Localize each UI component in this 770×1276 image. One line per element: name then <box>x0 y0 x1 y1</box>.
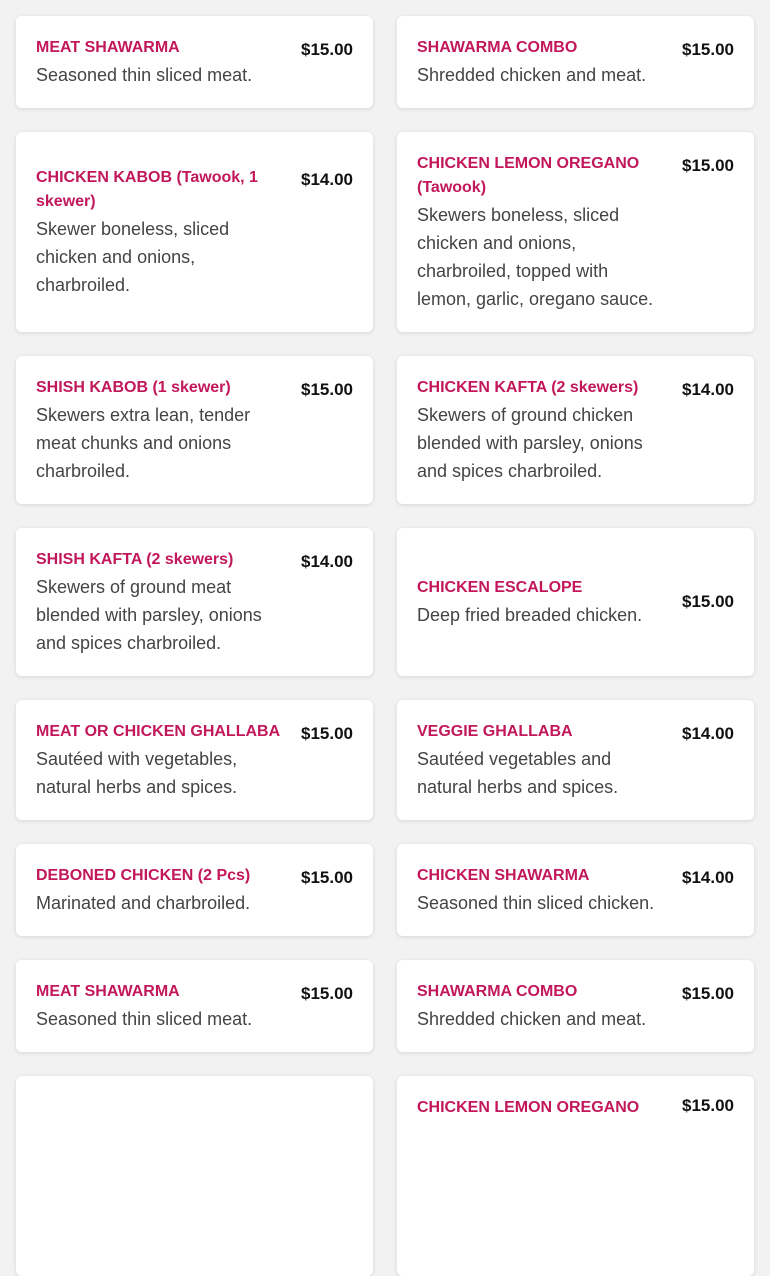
menu-item-name: CHICKEN KAFTA (2 skewers) <box>417 378 639 396</box>
menu-item-info <box>36 376 285 485</box>
menu-item-name: SHAWARMA COMBO <box>417 38 578 56</box>
menu-item-description: Skewers of ground meat blended with parsley, onions and spices charbroiled. <box>36 576 262 653</box>
menu-item-description: Skewers of ground chicken blended with parsley, onions and spices charbroiled. <box>417 404 643 481</box>
menu-item-card[interactable] <box>397 132 754 332</box>
menu-item-price: $15.00 <box>682 40 734 59</box>
menu-item-info <box>417 576 666 629</box>
menu-item-price: $15.00 <box>682 1096 734 1115</box>
menu-item-card[interactable] <box>397 844 754 936</box>
menu-item-price: $14.00 <box>301 552 353 571</box>
menu-item-price: $14.00 <box>301 170 353 189</box>
menu-item-info <box>417 980 666 1033</box>
menu-item-name: SHAWARMA COMBO <box>417 982 578 1000</box>
menu-item-card[interactable] <box>16 132 373 332</box>
menu-item-card[interactable] <box>16 844 373 936</box>
menu-item-price: $15.00 <box>682 156 734 175</box>
menu-item-card[interactable] <box>397 1076 754 1276</box>
menu-item-name: VEGGIE GHALLABA <box>417 722 573 740</box>
menu-item-card[interactable] <box>16 700 373 820</box>
menu-item-description: Seasoned thin sliced meat. <box>36 1008 253 1029</box>
menu-item-name: MEAT OR CHICKEN GHALLABA <box>36 722 281 740</box>
menu-item-price: $15.00 <box>301 868 353 887</box>
menu-item-name: CHICKEN SHAWARMA <box>417 866 590 884</box>
menu-item-card[interactable] <box>16 528 373 676</box>
menu-item-name: CHICKEN ESCALOPE <box>417 578 583 596</box>
menu-item-info <box>36 1176 337 1177</box>
menu-item-name: MEAT SHAWARMA <box>36 38 180 56</box>
menu-item-description: Skewers boneless, sliced chicken and onions, charbroiled, topped with lemon, garlic, oregano sauce. <box>417 204 654 309</box>
menu-item-name: DEBONED CHICKEN (2 Pcs) <box>36 866 251 884</box>
menu-item-price: $14.00 <box>682 380 734 399</box>
menu-item-price: $15.00 <box>301 380 353 399</box>
menu-item-description: Shredded chicken and meat. <box>417 64 647 85</box>
menu-item-price: $14.00 <box>682 868 734 887</box>
menu-item-price: $15.00 <box>301 724 353 743</box>
menu-item-card[interactable] <box>397 700 754 820</box>
menu-grid <box>16 16 754 1276</box>
menu-item-description: Skewer boneless, sliced chicken and onions, charbroiled. <box>36 218 230 295</box>
menu-item-card[interactable] <box>397 528 754 676</box>
menu-item-card[interactable] <box>16 356 373 504</box>
menu-item-info <box>417 720 666 801</box>
menu-item-name: CHICKEN KABOB (Tawook, 1 skewer) <box>36 168 258 210</box>
menu-item-info <box>417 36 666 89</box>
menu-item-name: SHISH KAFTA (2 skewers) <box>36 550 234 568</box>
menu-item-price: $15.00 <box>682 592 734 611</box>
menu-item-description: Marinated and charbroiled. <box>36 892 251 913</box>
menu-item-info <box>36 980 285 1033</box>
menu-item-name: MEAT SHAWARMA <box>36 982 180 1000</box>
menu-item-price: $15.00 <box>682 984 734 1003</box>
menu-item-info <box>417 1096 666 1121</box>
menu-item-info <box>36 548 285 657</box>
menu-item-price: $15.00 <box>301 984 353 1003</box>
menu-item-info <box>36 36 285 89</box>
menu-item-description: Seasoned thin sliced meat. <box>36 64 253 85</box>
menu-item-description: Sautéed with vegetables, natural herbs and spices. <box>36 748 238 797</box>
menu-item-description: Seasoned thin sliced chicken. <box>417 892 655 913</box>
menu-item-card[interactable] <box>16 1076 373 1276</box>
menu-item-description: Skewers extra lean, tender meat chunks and onions charbroiled. <box>36 404 251 481</box>
menu-item-card[interactable] <box>397 16 754 108</box>
menu-item-name: SHISH KABOB (1 skewer) <box>36 378 231 396</box>
menu-item-info <box>36 720 285 801</box>
menu-item-name: CHICKEN LEMON OREGANO <box>417 1099 640 1116</box>
menu-item-info <box>417 152 666 313</box>
menu-item-card[interactable] <box>397 960 754 1052</box>
menu-item-info <box>36 864 285 917</box>
menu-item-price: $15.00 <box>301 40 353 59</box>
menu-item-description: Shredded chicken and meat. <box>417 1008 647 1029</box>
menu-item-description: Sautéed vegetables and natural herbs and spices. <box>417 748 619 797</box>
menu-item-description: Deep fried breaded chicken. <box>417 604 643 625</box>
menu-item-card[interactable] <box>397 356 754 504</box>
menu-item-info <box>36 166 285 299</box>
menu-item-info <box>417 376 666 485</box>
menu-item-name: CHICKEN LEMON OREGANO (Tawook) <box>417 154 640 196</box>
menu-item-info <box>417 864 666 917</box>
menu-item-card[interactable] <box>16 960 373 1052</box>
menu-item-price: $14.00 <box>682 724 734 743</box>
menu-item-card[interactable] <box>16 16 373 108</box>
